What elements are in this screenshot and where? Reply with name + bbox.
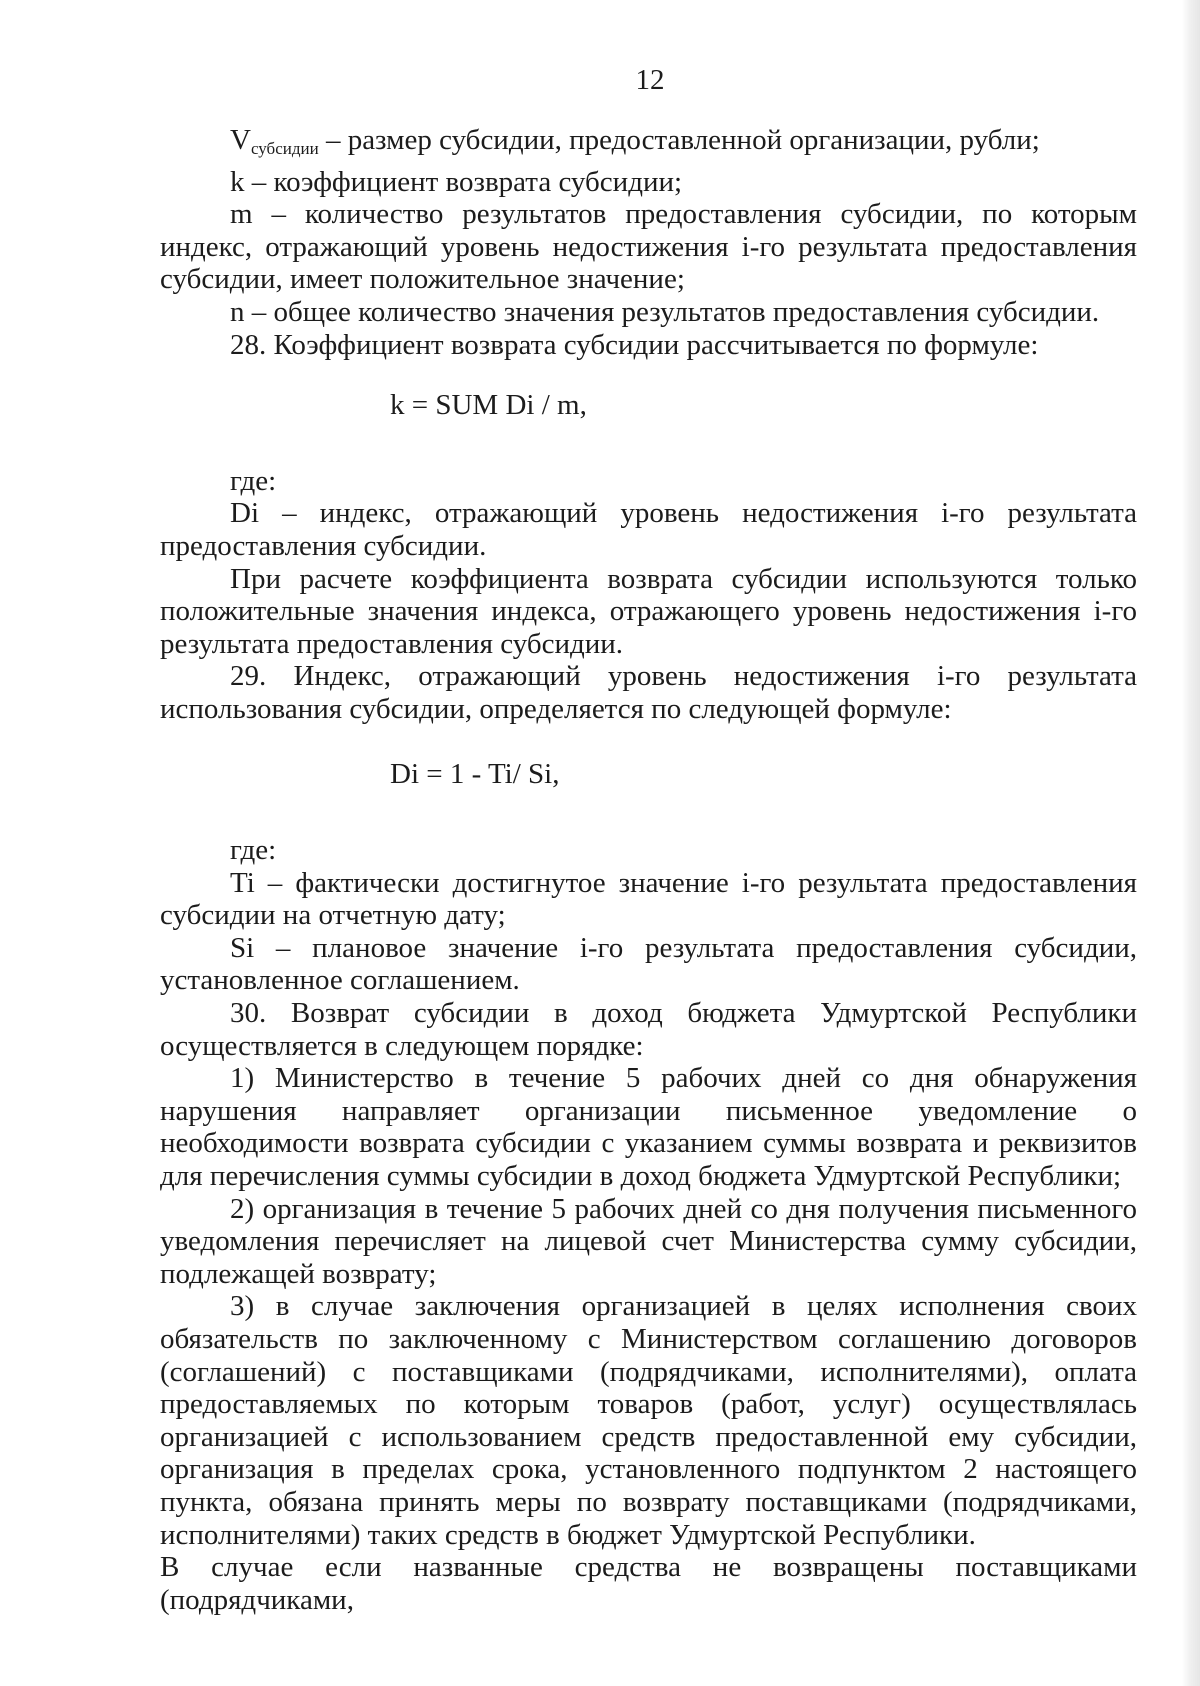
clause-28-where: где: bbox=[230, 464, 277, 497]
v-symbol: V bbox=[230, 124, 251, 156]
scan-edge bbox=[1182, 0, 1200, 1686]
formula-k: k = SUM Di / m, bbox=[390, 389, 587, 422]
clause-30-continuation: В случае если названные средства не возвращены поставщиками (подрядчиками, bbox=[160, 1551, 1137, 1616]
clause-30-text: 30. Возврат субсидии в доход бюджета Удмуртской Республики осуществляется в следующем порядке: bbox=[160, 997, 1137, 1062]
definition-n: n – общее количество значения результатов предоставления субсидии. bbox=[230, 295, 1100, 328]
definition-di: Di – индекс, отражающий уровень недостижения i-го результата предоставления субсидии. bbox=[160, 497, 1137, 562]
clause-29-text: 29. Индекс, отражающий уровень недостижения i-го результата использования субсидии, определяется по следующей формуле: bbox=[160, 660, 1137, 725]
clause-30-item-3: 3) в случае заключения организацией в целях исполнения своих обязательств по заключенному с Министерством соглашению договоров (соглашений) с поставщиками (подрядчиками, исполнителями), оплата предоставляемых по которым товаров (работ, услуг) осуществлялась организацией с использованием средств предоставленной ему субсидии, организация в пределах срока, установленного подпунктом 2 настоящего пункта, обязана принять меры по возврату поставщиками (подрядчиками, исполнителями) таких средств в бюджет Удмуртской Республики. bbox=[160, 1290, 1137, 1551]
clause-30-item-1: 1) Министерство в течение 5 рабочих дней со дня обнаружения нарушения направляет организации письменное уведомление о необходимости возврата субсидии с указанием суммы возврата и реквизитов для перечисления суммы субсидии в доход бюджета Удмуртской Республики; bbox=[160, 1062, 1137, 1193]
formula-di: Di = 1 - Ti/ Si, bbox=[390, 757, 560, 790]
clause-28-text: 28. Коэффициент возврата субсидии рассчитывается по формуле: bbox=[230, 328, 1039, 361]
v-subscript: субсидии bbox=[250, 139, 319, 158]
clause-29-where: где: bbox=[230, 834, 277, 867]
page-number: 12 bbox=[635, 64, 665, 96]
v-text: – размер субсидии, предоставленной организации, рубли; bbox=[318, 124, 1040, 156]
clause-28-note: При расчете коэффициента возврата субсидии используются только положительные значения индекса, отражающего уровень недостижения i-го результата предоставления субсидии. bbox=[160, 562, 1137, 660]
document-body bbox=[160, 124, 1137, 1616]
clause-30-item-2: 2) организация в течение 5 рабочих дней со дня получения письменного уведомления перечисляет на лицевой счет Министерства сумму субсидии, подлежащей возврату; bbox=[160, 1192, 1137, 1290]
definition-m: m – количество результатов предоставления субсидии, по которым индекс, отражающий уровень недостижения i-го результата предоставления субсидии, имеет положительное значение; bbox=[160, 198, 1137, 296]
definition-k: k – коэффициент возврата субсидии; bbox=[230, 165, 683, 198]
definition-v bbox=[160, 124, 1137, 166]
definition-si: Si – плановое значение i-го результата предоставления субсидии, установленное соглашением. bbox=[160, 931, 1137, 997]
definition-ti: Ti – фактически достигнутое значение i-го результата предоставления субсидии на отчетную дату; bbox=[160, 866, 1137, 932]
